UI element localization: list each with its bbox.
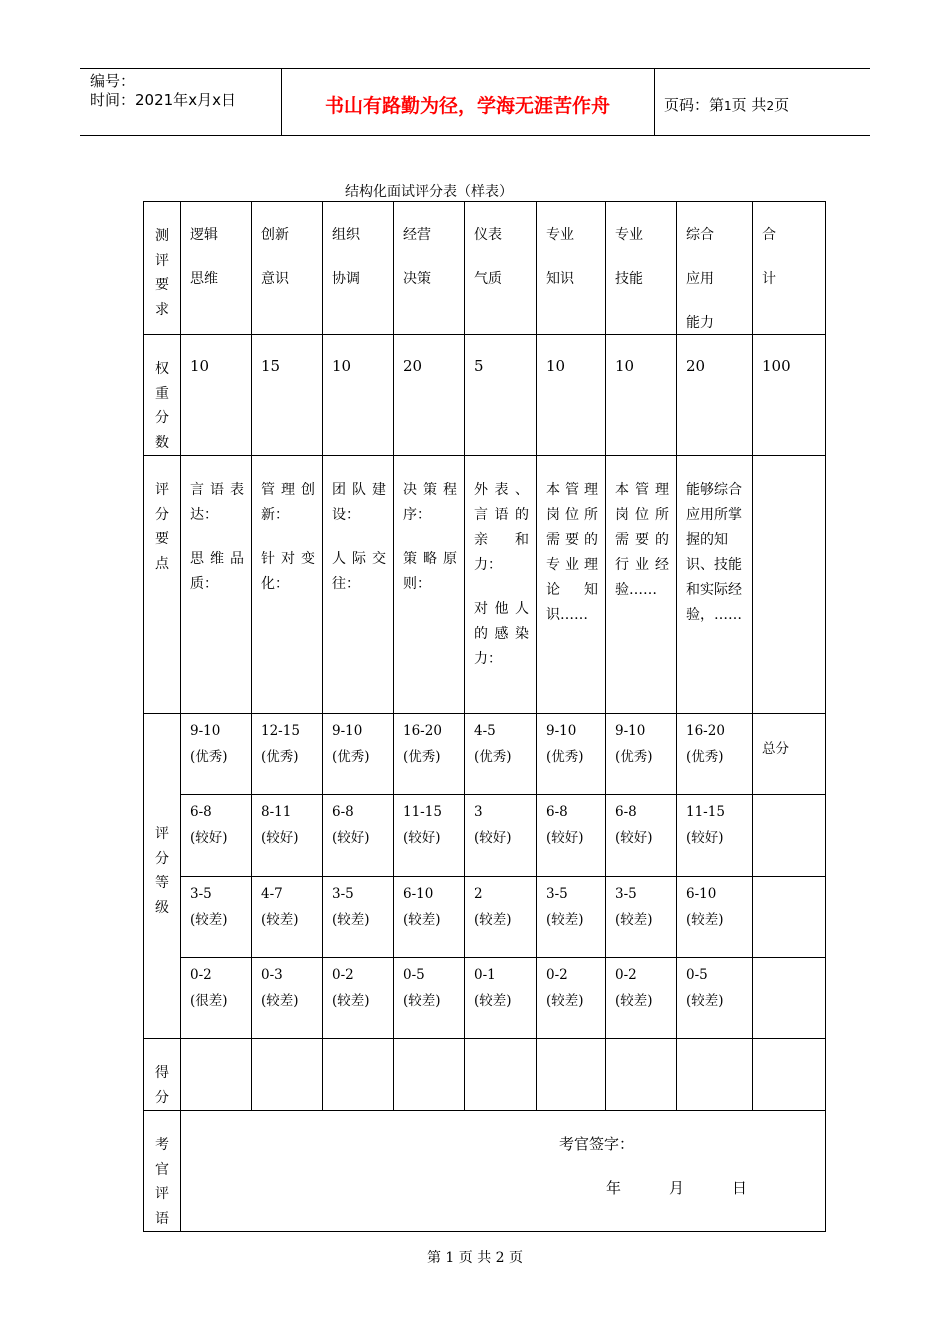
column-header: 专业 技能	[606, 202, 677, 335]
weight-cell-total: 100	[753, 335, 826, 456]
grade-cell: 0-2 (很差)	[181, 958, 252, 1039]
score-row	[144, 1039, 826, 1111]
point-cell-empty	[753, 456, 826, 714]
grade-cell: 3-5 (较差)	[537, 877, 606, 958]
points-row	[144, 456, 826, 714]
grade-row	[144, 877, 826, 958]
score-cell[interactable]	[394, 1039, 465, 1111]
grade-cell: 0-2 (较差)	[323, 958, 394, 1039]
point-cell: 本管理岗位所需要的行业经验……	[606, 456, 677, 714]
examiner-signature-label: 考官签字：	[559, 1135, 635, 1153]
column-header: 综合 应用 能力	[677, 202, 753, 335]
comments-row	[144, 1111, 826, 1232]
score-cell[interactable]	[606, 1039, 677, 1111]
weight-row	[144, 335, 826, 456]
signature-date: 年 月 日	[606, 1179, 748, 1197]
weight-cell: 10	[606, 335, 677, 456]
column-header-total: 合 计	[753, 202, 826, 335]
score-cell[interactable]	[252, 1039, 323, 1111]
grade-cell-empty	[753, 877, 826, 958]
number-label: 编号：	[90, 72, 136, 90]
grade-cell: 6-8 (较好)	[606, 795, 677, 877]
weight-cell: 20	[677, 335, 753, 456]
page-footer: 第 1 页 共 2 页	[426, 1250, 524, 1266]
column-header: 仪表 气质	[465, 202, 537, 335]
column-header: 创新 意识	[252, 202, 323, 335]
row-label-requirements: 测评要求	[144, 202, 181, 335]
grade-cell: 0-2 (较差)	[606, 958, 677, 1039]
time-line: 时间：2021年x月x日	[90, 91, 236, 109]
grade-row	[144, 958, 826, 1039]
total-score-label: 总分	[753, 714, 826, 795]
grade-row	[144, 795, 826, 877]
grade-cell: 3-5 (较差)	[606, 877, 677, 958]
grade-cell: 6-10 (较差)	[677, 877, 753, 958]
column-header: 逻辑 思维	[181, 202, 252, 335]
score-cell-total[interactable]	[753, 1039, 826, 1111]
grade-cell: 6-8 (较好)	[323, 795, 394, 877]
grade-row	[144, 714, 826, 795]
point-cell: 言语表达： 思维品质：	[181, 456, 252, 714]
point-cell: 决策程序： 策略原则：	[394, 456, 465, 714]
header-page-number: 页码：第1页 共2页	[664, 96, 790, 114]
row-label-comments: 考官评语	[144, 1111, 181, 1232]
grade-cell: 3-5 (较差)	[181, 877, 252, 958]
grade-cell: 9-10 (优秀)	[606, 714, 677, 795]
grade-cell: 6-8 (较好)	[537, 795, 606, 877]
header-motto: 书山有路勤为径，学海无涯苦作舟	[324, 95, 610, 117]
grade-cell: 0-2 (较差)	[537, 958, 606, 1039]
document-header	[80, 68, 870, 136]
grade-cell: 11-15 (较好)	[677, 795, 753, 877]
grade-cell: 3-5 (较差)	[323, 877, 394, 958]
grade-cell: 4-5 (优秀)	[465, 714, 537, 795]
grade-cell: 9-10 (优秀)	[181, 714, 252, 795]
requirements-row	[144, 202, 826, 335]
column-header: 组织 协调	[323, 202, 394, 335]
score-table	[143, 201, 826, 1232]
grade-cell: 9-10 (优秀)	[537, 714, 606, 795]
grade-cell: 4-7 (较差)	[252, 877, 323, 958]
grade-cell: 12-15 (优秀)	[252, 714, 323, 795]
grade-cell: 11-15 (较好)	[394, 795, 465, 877]
grade-cell: 2 (较差)	[465, 877, 537, 958]
row-label-score: 得分	[144, 1039, 181, 1111]
weight-cell: 5	[465, 335, 537, 456]
point-cell: 外表、言语的亲和力： 对他人的感染力：	[465, 456, 537, 714]
grade-cell: 9-10 (优秀)	[323, 714, 394, 795]
page-title: 结构化面试评分表（样表）	[345, 184, 513, 200]
grade-cell: 0-1 (较差)	[465, 958, 537, 1039]
point-cell: 团队建设： 人际交往：	[323, 456, 394, 714]
weight-cell: 15	[252, 335, 323, 456]
header-divider	[654, 69, 655, 135]
grade-cell: 0-3 (较差)	[252, 958, 323, 1039]
weight-cell: 10	[181, 335, 252, 456]
grade-cell-empty	[753, 795, 826, 877]
column-header: 专业 知识	[537, 202, 606, 335]
column-header: 经营 决策	[394, 202, 465, 335]
grade-cell: 0-5 (较差)	[394, 958, 465, 1039]
score-cell[interactable]	[677, 1039, 753, 1111]
weight-cell: 10	[323, 335, 394, 456]
grade-cell-empty	[753, 958, 826, 1039]
grade-cell: 6-10 (较差)	[394, 877, 465, 958]
score-cell[interactable]	[181, 1039, 252, 1111]
row-label-grades: 评分等级	[144, 714, 181, 1039]
grade-cell: 16-20 (优秀)	[394, 714, 465, 795]
score-cell[interactable]	[537, 1039, 606, 1111]
row-label-points: 评分要点	[144, 456, 181, 714]
header-left	[90, 72, 236, 110]
grade-cell: 0-5 (较差)	[677, 958, 753, 1039]
score-cell[interactable]	[323, 1039, 394, 1111]
grade-cell: 3 (较好)	[465, 795, 537, 877]
point-cell: 本管理岗位所需要的专业理论知识……	[537, 456, 606, 714]
grade-cell: 16-20 (优秀)	[677, 714, 753, 795]
score-cell[interactable]	[465, 1039, 537, 1111]
row-label-weight: 权重分数	[144, 335, 181, 456]
grade-cell: 6-8 (较好)	[181, 795, 252, 877]
comments-cell[interactable]	[181, 1111, 826, 1232]
weight-cell: 20	[394, 335, 465, 456]
point-cell: 管理创新： 针对变化：	[252, 456, 323, 714]
weight-cell: 10	[537, 335, 606, 456]
grade-cell: 8-11 (较好)	[252, 795, 323, 877]
point-cell: 能够综合应用所掌握的知识、技能和实际经验，……	[677, 456, 753, 714]
